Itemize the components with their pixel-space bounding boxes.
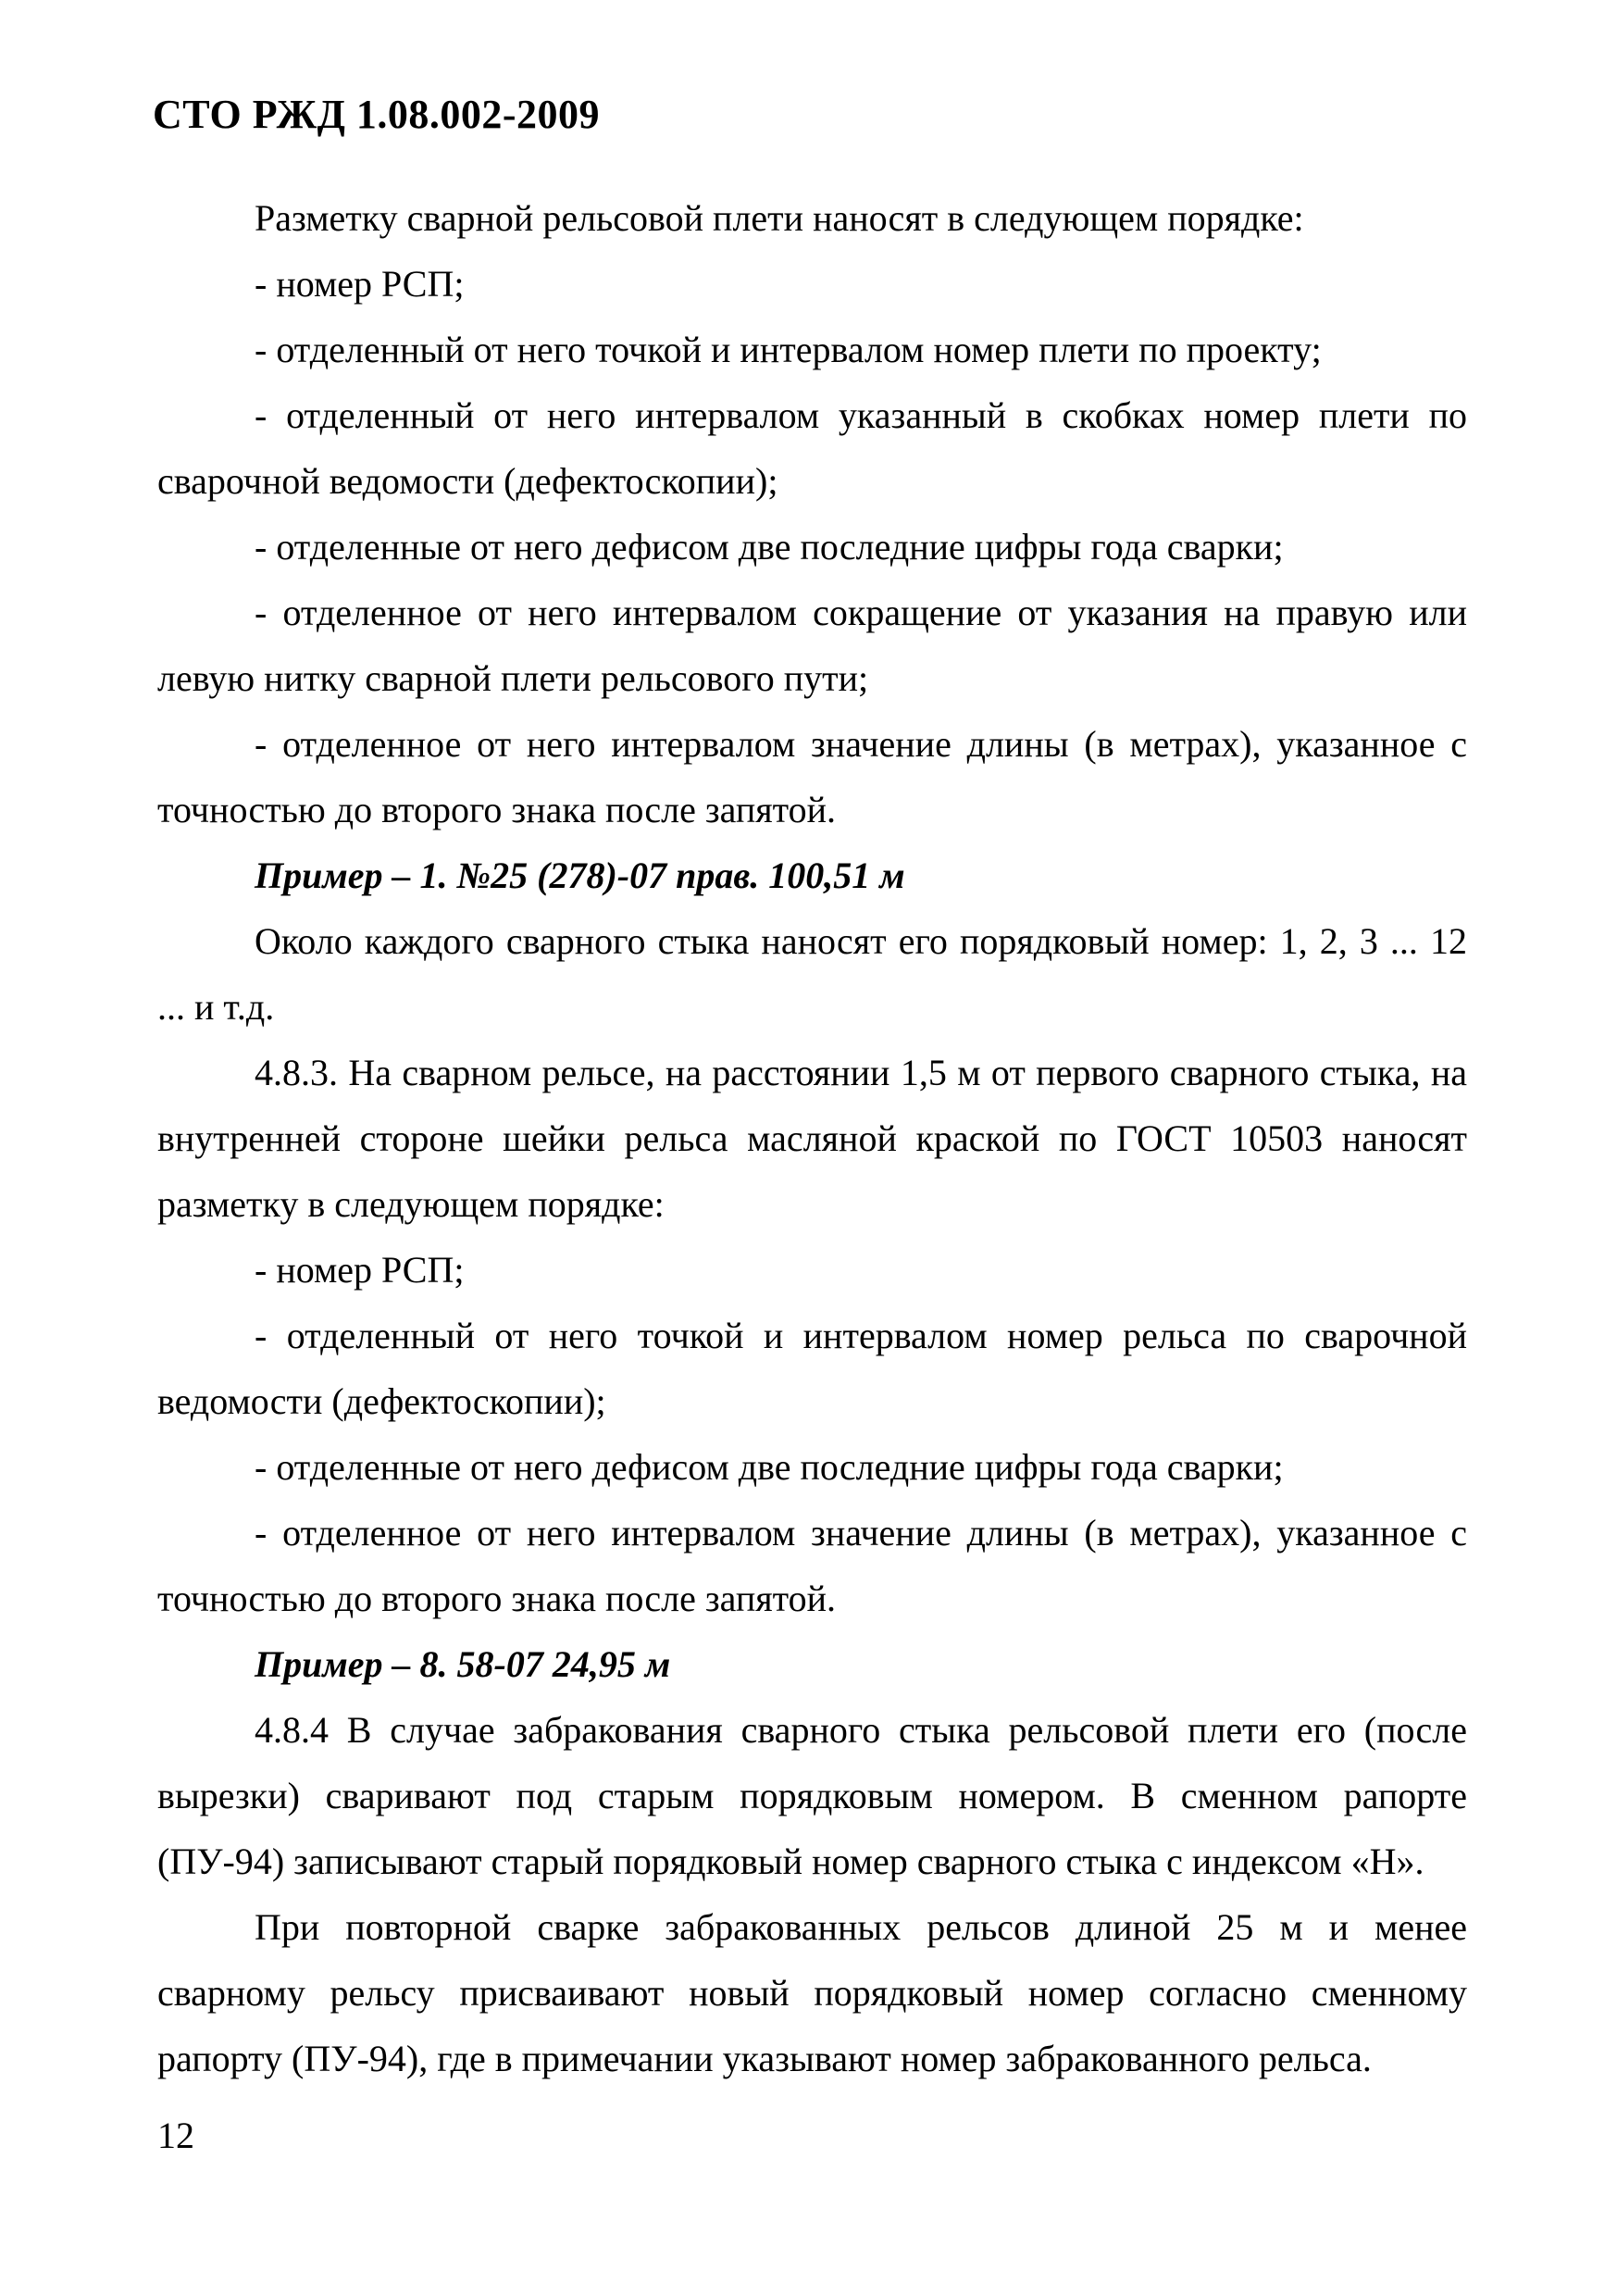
list-item: - отделенное от него интервалом сокращение от указания на правую или левую нитку сварной плети рельсового пути; — [157, 592, 1467, 699]
document-body — [157, 185, 1467, 2091]
section-4-8-4: 4.8.4 В случае забракования сварного стыка рельсовой плети его (после вырезки) сваривают под старым порядковым номером. В сменном рапорте (ПУ-94) записывают старый порядковый номер сварного стыка с индексом «Н». — [157, 1709, 1467, 1882]
paragraph-intro: Разметку сварной рельсовой плети наносят в следующем порядке: — [255, 197, 1304, 239]
list-item: - отделенный от него точкой и интервалом номер плети по проекту; — [255, 329, 1322, 370]
example-line: Пример – 8. 58-07 24,95 м — [255, 1643, 671, 1685]
document-header: СТО РЖД 1.08.002-2009 — [153, 92, 601, 137]
list-item: - отделенное от него интервалом значение длины (в метрах), указанное с точностью до второго знака после запятой. — [157, 1512, 1467, 1619]
list-item: - отделенное от него интервалом значение длины (в метрах), указанное с точностью до второго знака после запятой. — [157, 723, 1467, 830]
paragraph: Около каждого сварного стыка наносят его порядковый номер: 1, 2, 3 ... 12 ... и т.д. — [157, 920, 1467, 1028]
paragraph: При повторной сварке забракованных рельсов длиной 25 м и менее сварному рельсу присваивают новый порядковый номер согласно сменному рапорту (ПУ-94), где в примечании указывают номер забракованного рельса. — [157, 1906, 1467, 2079]
list-item: - номер РСП; — [255, 1249, 465, 1291]
list-item: - номер РСП; — [255, 263, 465, 305]
section-4-8-3: 4.8.3. На сварном рельсе, на расстоянии 1,5 м от первого сварного стыка, на внутренней стороне шейки рельса масляной краской по ГОСТ 10503 наносят разметку в следующем порядке: — [157, 1052, 1467, 1225]
page-number: 12 — [157, 2115, 194, 2156]
list-item: - отделенные от него дефисом две последние цифры года сварки; — [255, 526, 1284, 568]
list-item: - отделенный от него точкой и интервалом номер рельса по сварочной ведомости (дефектоскопии); — [157, 1315, 1467, 1422]
example-line: Пример – 1. №25 (278)-07 прав. 100,51 м — [255, 855, 905, 896]
list-item: - отделенный от него интервалом указанный в скобках номер плети по сварочной ведомости (дефектоскопии); — [157, 394, 1467, 502]
list-item: - отделенные от него дефисом две последние цифры года сварки; — [255, 1446, 1284, 1488]
